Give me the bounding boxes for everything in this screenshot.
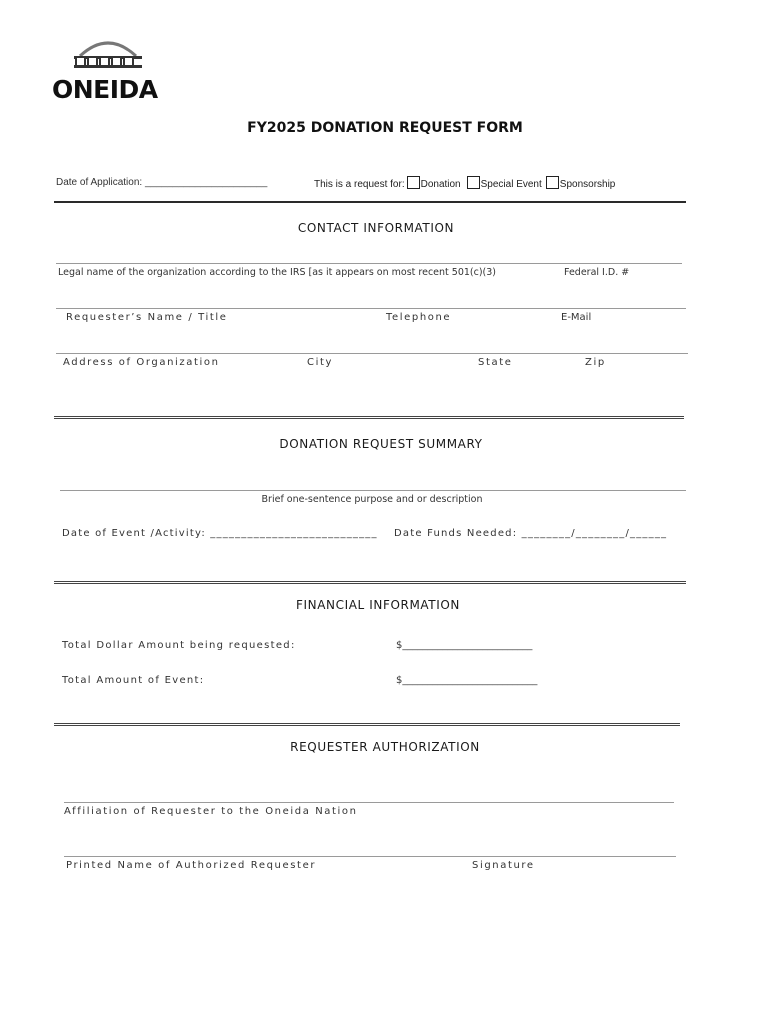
purpose-label: Brief one-sentence purpose and or description <box>261 494 483 505</box>
donation-checkbox[interactable] <box>407 176 420 189</box>
printed-name-label: Printed Name of Authorized Requester <box>66 860 317 871</box>
requester-input-line[interactable] <box>56 308 686 309</box>
city-label: City <box>307 357 333 368</box>
total-requested-label: Total Dollar Amount being requested: <box>62 640 296 651</box>
request-type-group <box>314 176 615 190</box>
authorization-section-heading: REQUESTER AUTHORIZATION <box>290 740 480 754</box>
address-label: Address of Organization <box>63 357 220 368</box>
section-divider <box>54 723 680 726</box>
purpose-input-line[interactable] <box>60 490 686 491</box>
state-label: State <box>478 357 513 368</box>
event-date-field[interactable]: Date of Event /Activity: ___________________________ <box>62 528 378 539</box>
total-event-label: Total Amount of Event: <box>62 675 205 686</box>
financial-section-heading: FINANCIAL INFORMATION <box>296 598 460 612</box>
section-divider <box>54 416 684 419</box>
requester-name-label: Requester’s Name / Title <box>66 312 228 323</box>
section-divider <box>54 581 686 584</box>
form-title: FY2025 DONATION REQUEST FORM <box>247 120 523 136</box>
oneida-logo-text: ONEIDA <box>52 75 158 104</box>
request-for-label: This is a request for: <box>314 179 405 190</box>
summary-section-heading: DONATION REQUEST SUMMARY <box>279 437 483 451</box>
total-requested-field[interactable]: $__________________________ <box>396 640 533 651</box>
zip-label: Zip <box>585 357 606 368</box>
affiliation-label: Affiliation of Requester to the Oneida Nation <box>64 806 358 817</box>
address-input-line[interactable] <box>56 353 688 354</box>
special-event-checkbox[interactable] <box>467 176 480 189</box>
affiliation-input-line[interactable] <box>64 802 674 803</box>
legal-name-input-line[interactable] <box>56 263 682 264</box>
legal-name-label: Legal name of the organization according to the IRS [as it appears on most recent 501(c)(3) <box>58 267 497 278</box>
sponsorship-option-label: Sponsorship <box>559 179 616 190</box>
donation-option-label: Donation <box>420 179 461 190</box>
oneida-logo-icon <box>72 36 144 72</box>
federal-id-label: Federal I.D. # <box>564 267 630 278</box>
email-label: E-Mail <box>561 312 592 323</box>
contact-section-heading: CONTACT INFORMATION <box>297 221 455 235</box>
signature-label: Signature <box>472 860 535 871</box>
divider <box>54 201 686 203</box>
sponsorship-checkbox[interactable] <box>546 176 559 189</box>
special-event-option-label: Special Event <box>480 179 542 190</box>
date-of-application-label: Date of Application: ______________________ <box>56 177 268 188</box>
telephone-label: Telephone <box>386 312 452 323</box>
funds-needed-field[interactable]: Date Funds Needed: ________/________/______ <box>394 528 668 539</box>
printed-name-input-line[interactable] <box>64 856 676 857</box>
total-event-field[interactable]: $___________________________ <box>396 675 538 686</box>
